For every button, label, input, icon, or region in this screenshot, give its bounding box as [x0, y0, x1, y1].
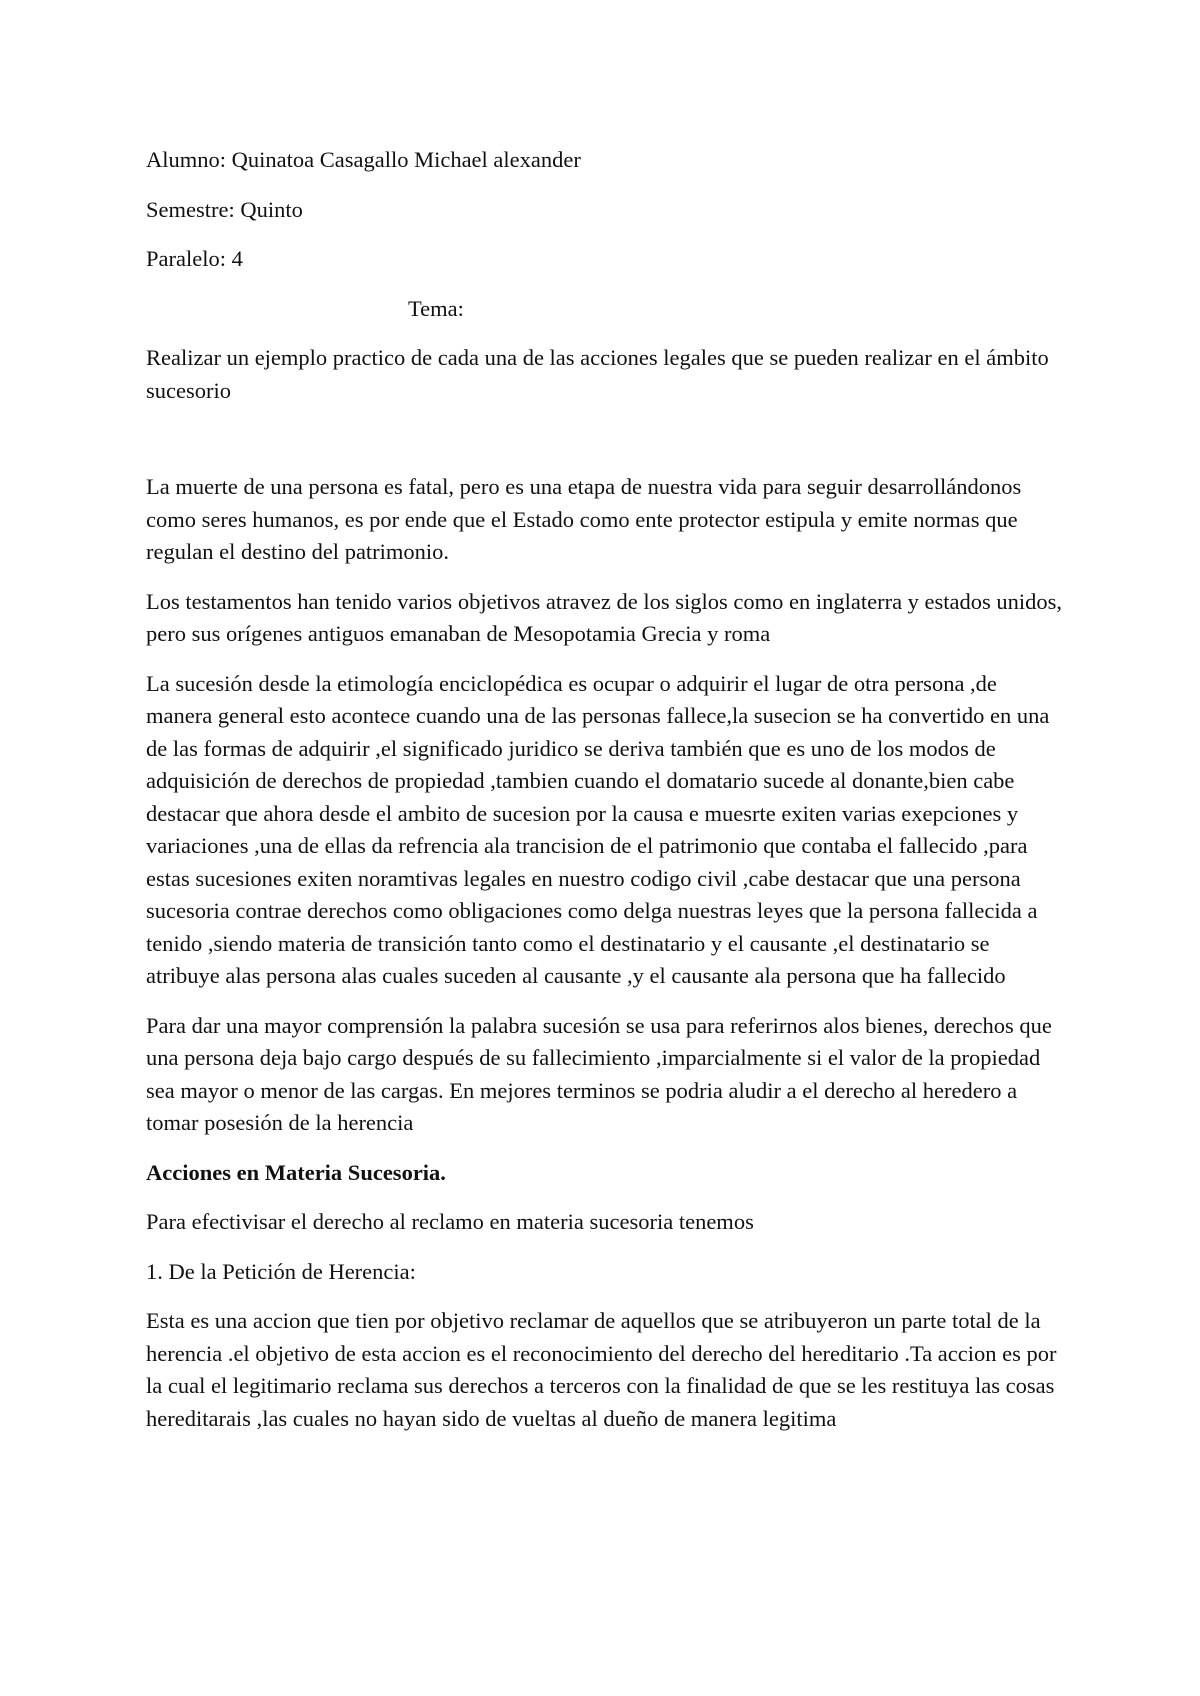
intro-paragraph-4: Para dar una mayor comprensión la palabra sucesión se usa para referirnos alos bienes, derechos que una persona deja bajo cargo después de su fallecimiento ,imparcialmente si el valor de la propiedad sea mayor o menor de las cargas. En mejores terminos se podria aludir a el derecho al heredero a tomar posesión de la herencia [146, 1012, 1052, 1135]
intro-paragraph-1: La muerte de una persona es fatal, pero es una etapa de nuestra vida para seguir desarrollándonos como seres humanos, es por ende que el Estado como ente protector estipula y emite normas que regulan el destino del patrimonio. [146, 474, 1022, 564]
section-intro: Para efectivisar el derecho al reclamo en materia sucesoria tenemos [146, 1209, 754, 1234]
item-1-body: Esta es una accion que tien por objetivo reclamar de aquellos que se atribuyeron un parte total de la herencia .el objetivo de esta accion es el reconocimiento del derecho del hereditario .Ta accion es por la cual el legitimario reclama sus derechos a terceros con la finalidad de que se les restituya las cosas hereditarais ,las cuales no hayan sido de vueltas al dueño de manera legitima [146, 1308, 1057, 1431]
item-1-title: 1. De la Petición de Herencia: [146, 1258, 416, 1284]
student-name-line: Alumno: Quinatoa Casagallo Michael alexander [146, 147, 581, 172]
semester-line: Semestre: Quinto [146, 196, 303, 222]
section-heading: Acciones en Materia Sucesoria. [146, 1159, 446, 1185]
topic-statement: Realizar un ejemplo practico de cada una de las acciones legales que se pueden realizar en el ámbito sucesorio [146, 345, 1049, 403]
parallel-line: Paralelo: 4 [146, 246, 243, 271]
document-body [146, 144, 1066, 1435]
topic-label: Tema: [408, 295, 464, 321]
intro-paragraph-2: Los testamentos han tenido varios objetivos atravez de los siglos como en inglaterra y estados unidos, pero sus orígenes antiguos emanaban de Mesopotamia Grecia y roma [146, 588, 1063, 646]
intro-paragraph-3: La sucesión desde la etimología enciclopédica es ocupar o adquirir el lugar de otra persona ,de manera general esto acontece cuando una de las personas fallece,la susecion se ha convertido en una de las formas de adquirir ,el significado juridico se deriva también que es uno de los modos de adquisición de derechos de propiedad ,tambien cuando el domatario sucede al donante,bien cabe destacar que ahora desde el ambito de sucesion por la causa e muesrte exiten varias exepciones y variaciones ,una de ellas da refrencia ala trancision de el patrimonio que contaba el fallecido ,para estas sucesiones exiten noramtivas legales en nuestro codigo civil ,cabe destacar que una persona sucesoria contrae derechos como obligaciones como delga nuestras leyes que la persona fallecida a tenido ,siendo materia de transición tanto como el destinatario y el causante ,el destinatario se atribuye alas persona alas cuales suceden al causante ,y el causante ala persona que ha fallecido [146, 670, 1050, 988]
